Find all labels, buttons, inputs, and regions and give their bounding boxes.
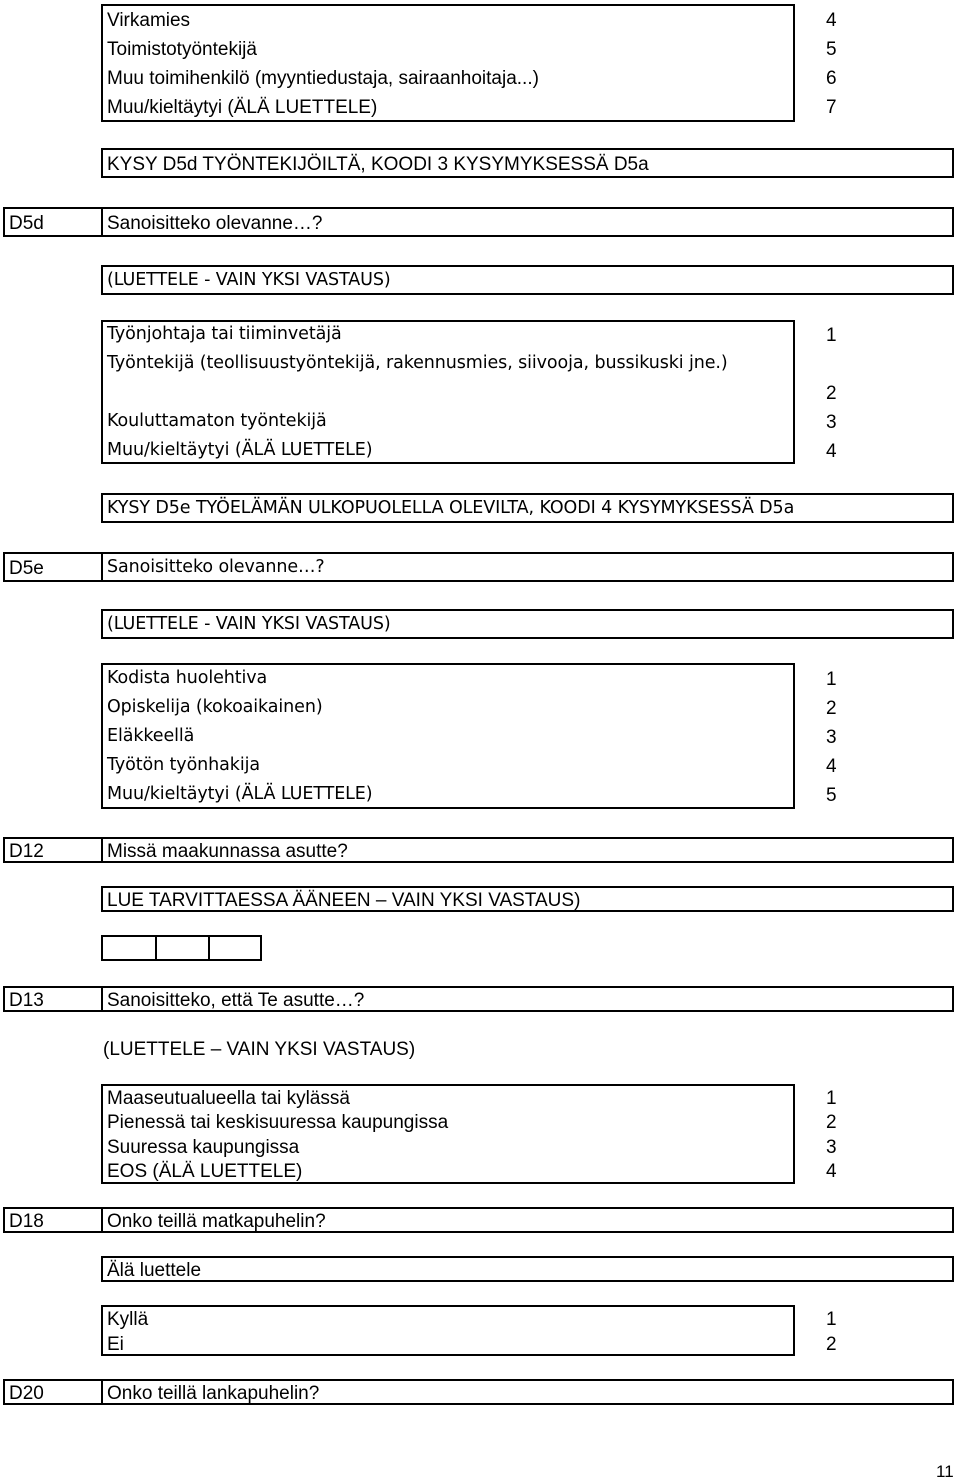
option-code: 2 — [826, 1112, 837, 1133]
option-label: Muu/kieltäytyi (ÄLÄ LUETTELE) — [107, 784, 373, 804]
option-code: 5 — [826, 39, 837, 60]
option-code: 2 — [826, 1334, 837, 1355]
question-text: Sanoisitteko olevanne…? — [107, 557, 325, 577]
option-code: 1 — [826, 1309, 837, 1330]
region-code-cell-divider — [155, 937, 157, 959]
question-id: D20 — [9, 1383, 44, 1404]
option-label: Muu/kieltäytyi (ÄLÄ LUETTELE) — [107, 440, 373, 460]
option-code: 7 — [826, 97, 837, 118]
option-code: 3 — [826, 727, 837, 748]
option-label: Virkamies — [107, 10, 191, 31]
question-id-divider — [101, 986, 103, 1012]
filter-text: KYSY D5e TYÖELÄMÄN ULKOPUOLELLA OLEVILTA, KOODI 4 KYSYMYKSESSÄ D5a — [107, 498, 795, 518]
option-code: 1 — [826, 669, 837, 690]
option-label: Kodista huolehtiva — [107, 668, 268, 688]
option-label: Kouluttamaton työntekijä — [107, 411, 327, 431]
instruction-text: (LUETTELE – VAIN YKSI VASTAUS) — [103, 1039, 416, 1060]
option-label: Työnjohtaja tai tiiminvetäjä — [107, 324, 342, 344]
option-label: Ei — [107, 1334, 124, 1355]
question-text: Sanoisitteko olevanne…? — [107, 213, 323, 234]
question-id: D5e — [9, 558, 44, 579]
option-label: EOS (ÄLÄ LUETTELE) — [107, 1161, 303, 1182]
option-code: 4 — [826, 10, 837, 31]
question-id-divider — [101, 552, 103, 582]
option-label: Muu toimihenkilö (myyntiedustaja, sairaanhoitaja...) — [107, 68, 539, 89]
option-code: 3 — [826, 412, 837, 433]
option-label: Opiskelija (kokoaikainen) — [107, 697, 323, 717]
option-code: 1 — [826, 325, 837, 346]
filter-text: KYSY D5d TYÖNTEKIJÖILTÄ, KOODI 3 KYSYMYKSESSÄ D5a — [107, 154, 649, 175]
question-text: Onko teillä matkapuhelin? — [107, 1211, 326, 1232]
option-code: 3 — [826, 1137, 837, 1158]
region-code-cell-divider — [208, 937, 210, 959]
options-box-d18 — [101, 1305, 795, 1356]
option-code: 2 — [826, 383, 837, 404]
option-label: Muu/kieltäytyi (ÄLÄ LUETTELE) — [107, 97, 378, 118]
option-label: Työntekijä (teollisuustyöntekijä, rakennusmies, siivooja, bussikuski jne.) — [107, 353, 728, 373]
instruction-text: Älä luettele — [107, 1260, 202, 1281]
option-code: 4 — [826, 756, 837, 777]
page-number: 11 — [936, 1462, 954, 1481]
question-id: D5d — [9, 213, 44, 234]
option-code: 4 — [826, 441, 837, 462]
option-code: 5 — [826, 785, 837, 806]
question-text: Missä maakunnassa asutte? — [107, 841, 348, 862]
question-id: D12 — [9, 841, 44, 862]
option-label: Työtön työnhakija — [107, 755, 260, 775]
option-label: Pienessä tai keskisuuressa kaupungissa — [107, 1112, 449, 1133]
option-code: 6 — [826, 68, 837, 89]
instruction-box — [101, 1256, 954, 1282]
region-code-grid[interactable] — [101, 935, 262, 961]
question-id: D13 — [9, 990, 44, 1011]
question-id-divider — [101, 1207, 103, 1233]
question-id-divider — [101, 837, 103, 863]
instruction-text: (LUETTELE - VAIN YKSI VASTAUS) — [107, 614, 391, 634]
option-code: 2 — [826, 698, 837, 719]
instruction-text: (LUETTELE - VAIN YKSI VASTAUS) — [107, 270, 391, 290]
option-label: Kyllä — [107, 1309, 149, 1330]
option-label: Suuressa kaupungissa — [107, 1137, 300, 1158]
option-label: Toimistotyöntekijä — [107, 39, 257, 60]
question-id: D18 — [9, 1211, 44, 1232]
instruction-text: LUE TARVITTAESSA ÄÄNEEN – VAIN YKSI VASTAUS) — [107, 890, 581, 911]
question-text: Sanoisitteko, että Te asutte…? — [107, 990, 365, 1011]
option-code: 4 — [826, 1161, 837, 1182]
option-label: Maaseutualueella tai kylässä — [107, 1088, 350, 1109]
option-code: 1 — [826, 1088, 837, 1109]
question-id-divider — [101, 1379, 103, 1405]
option-label: Eläkkeellä — [107, 726, 195, 746]
question-id-divider — [101, 207, 103, 237]
question-text: Onko teillä lankapuhelin? — [107, 1383, 320, 1404]
